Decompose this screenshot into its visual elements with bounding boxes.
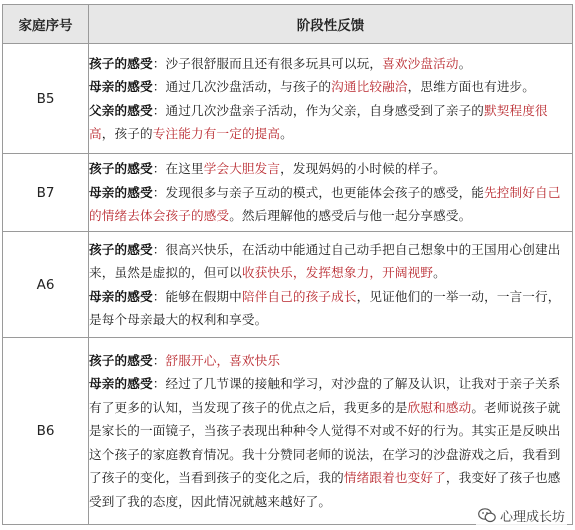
family-id-cell: B7 — [3, 154, 89, 232]
body-text: 。 — [433, 265, 446, 280]
body-text: ：经过了几节课的接触和学习，对沙盘的了解及认识，让我对于亲子关系有了更多的认知，当发现了孩子的优点之后，我更多的是 — [89, 376, 561, 415]
body-text: ：发现很多与亲子互动的模式，也更能体会孩子的感受，能 — [152, 184, 485, 200]
body-text: 。然后理解他的感受后与他一起分享感受。 — [229, 208, 472, 224]
speaker-label: 孩子的感受 — [89, 352, 153, 368]
highlighted-text: 喜欢沙盘活动 — [382, 55, 459, 71]
body-text: ：通过几次沙盘活动，与孩子的 — [152, 79, 332, 94]
watermark — [476, 505, 567, 526]
family-id-cell: A6 — [3, 232, 89, 338]
body-text: ，孩子的 — [101, 126, 153, 141]
speaker-label: 母亲的感受 — [89, 79, 153, 94]
speaker-label: 母亲的感受 — [89, 376, 153, 392]
body-text: ，我变好了孩子也感受到了我的态度，因此情况就越来越好了。 — [89, 470, 561, 509]
body-text: ：沙子很舒服而且还有很多玩具可以玩， — [152, 55, 383, 71]
highlighted-text: 学会大胆发言 — [203, 161, 281, 177]
body-text: ，见证他们的一举一动，一言一行，是每个母亲最大的权利和享受。 — [89, 288, 561, 327]
feedback-paragraph — [89, 99, 572, 146]
body-text: ，思维方面也有进步。 — [407, 79, 536, 94]
highlighted-text: 沟通比较融洽 — [331, 79, 408, 94]
highlighted-text: 专注能力有一定的提高 — [152, 126, 281, 141]
body-text: ：很高兴快乐，在活动中能通过自己动手把自己想象中的王国用心创建出来，虽然是虚拟的，但可以 — [89, 241, 561, 280]
feedback-paragraph — [89, 181, 572, 228]
family-id-cell: B6 — [3, 338, 89, 525]
feedback-cell — [89, 154, 573, 232]
watermark-text: 心理成长坊 — [499, 510, 565, 525]
header-feedback: 阶段性反馈 — [89, 5, 573, 44]
table-row — [3, 232, 573, 338]
highlighted-text: 欣慰和感动 — [407, 399, 472, 415]
speaker-label: 母亲的感受 — [89, 184, 153, 200]
highlighted-text: 默契程度很高 — [89, 102, 548, 141]
feedback-paragraph — [89, 238, 572, 285]
highlighted-text: 情绪跟着也变好了 — [343, 470, 446, 486]
body-text: ：能够在假期中 — [152, 288, 242, 304]
body-text: ：通过几次沙盘亲子活动，作为父亲，自身感受到了亲子的 — [152, 102, 485, 118]
table-row — [3, 44, 573, 154]
speaker-label: 母亲的感受 — [89, 288, 153, 304]
table-row — [3, 154, 573, 232]
header-family-id: 家庭序号 — [3, 5, 89, 44]
body-text: 。老师说孩子就是家长的一面镜子，当孩子表现出种种令人觉得不对或不好的行为。其实正是反映出这个孩子的家庭教育情况。我十分赞同老师的说法，在学习的沙盘游戏之后，我看到了孩子的变化，当看到孩子的变化之后，我的 — [89, 399, 561, 486]
family-id-cell: B5 — [3, 44, 89, 154]
highlighted-text: 先控制好自己的情绪去体会孩子的感受 — [89, 184, 561, 224]
feedback-paragraph — [89, 349, 572, 373]
speaker-label: 父亲的感受 — [89, 102, 153, 118]
body-text: ： — [152, 352, 166, 368]
highlighted-text: 收获快乐，发挥想象力，开阔视野 — [241, 265, 434, 280]
body-text: 。 — [280, 126, 293, 141]
table-body — [3, 44, 573, 525]
body-text: ，发现妈妈的小时候的样子。 — [280, 161, 446, 177]
body-text: ：在这里 — [152, 161, 204, 177]
feedback-cell — [89, 44, 573, 154]
highlighted-text: 陪伴自己的孩子成长 — [241, 288, 357, 304]
wechat-icon — [478, 508, 496, 523]
header-row — [3, 5, 573, 44]
highlighted-text: 舒服开心，喜欢快乐 — [165, 352, 281, 368]
table-row — [3, 338, 573, 525]
feedback-cell — [89, 232, 573, 338]
feedback-table — [2, 4, 573, 525]
feedback-paragraph — [89, 157, 572, 181]
speaker-label: 孩子的感受 — [89, 161, 153, 177]
speaker-label: 孩子的感受 — [89, 241, 153, 257]
feedback-paragraph — [89, 75, 572, 99]
body-text: 。 — [458, 55, 472, 71]
speaker-label: 孩子的感受 — [89, 55, 153, 71]
feedback-cell — [89, 338, 573, 525]
feedback-paragraph — [89, 285, 572, 332]
feedback-paragraph — [89, 372, 572, 513]
feedback-paragraph — [89, 52, 572, 76]
